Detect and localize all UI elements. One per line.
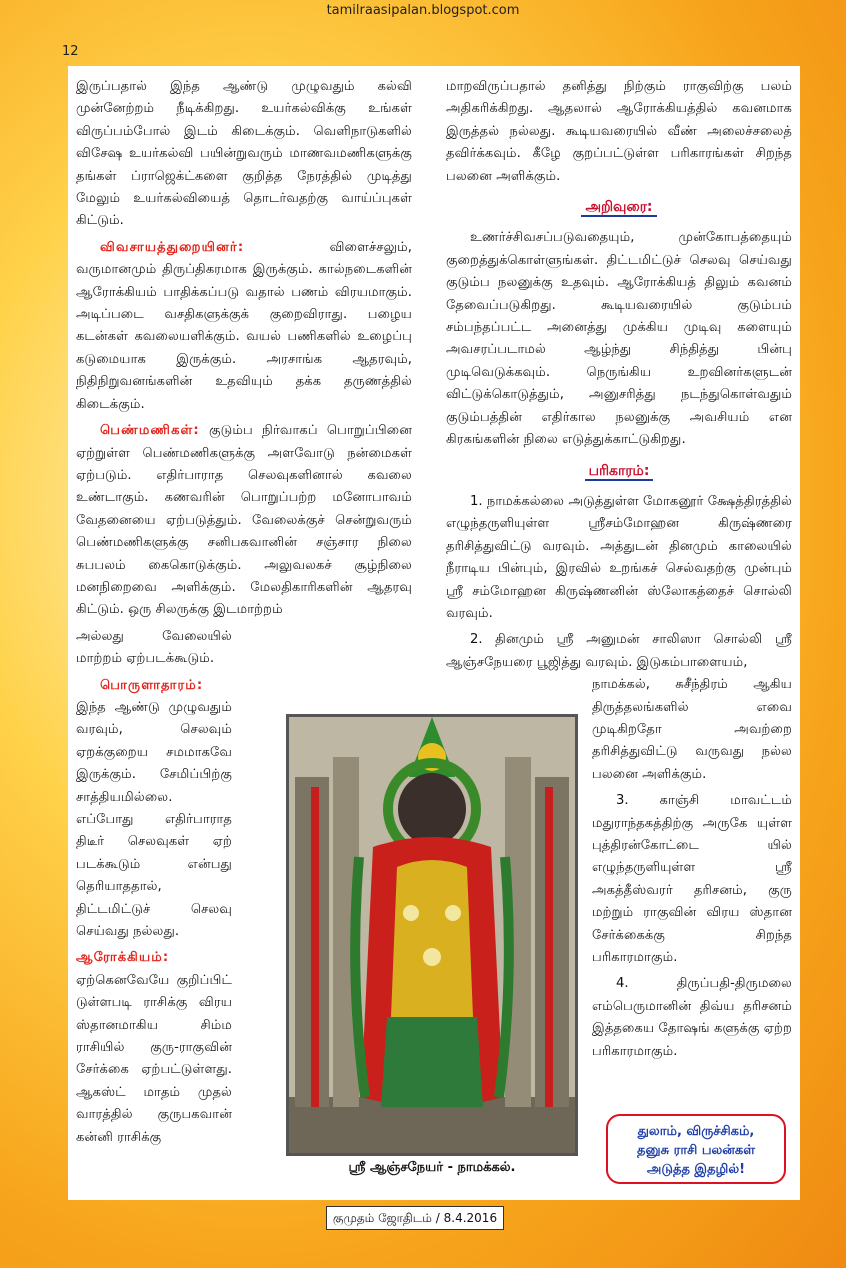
magazine-footer: குமுதம் ஜோதிடம் / 8.4.2016 <box>326 1206 504 1230</box>
finance-text: இந்த ஆண்டு முழுவதும் வரவும், செலவும் ஏறக்குறைய சமமாகவே இருக்கும். சேமிப்பிற்கு சாத்தியமில்லை. எப்போது எதிர்பாராத திடீர் செலவுகள் ஏற் படக்கூடும் என்பது தெரியாததால், திட்டமிட்டுச் செலவு செய்வது நல்லது. <box>76 699 232 940</box>
wrapped-left-text <box>76 626 232 1149</box>
remedy-2a: 2. தினமும் ஸ்ரீ அனுமன் சாலிஸா சொல்லி ஸ்ரீ ஆஞ்சநேயரை பூஜித்து வரவும். இடுகம்பாளையம், <box>446 632 792 670</box>
article-panel <box>68 66 800 1200</box>
next-issue-notice <box>606 1114 786 1184</box>
health-continuation: மாறவிருப்பதால் தனித்து நிற்கும் ராகுவிற்கு பலம் அதிகரிக்கிறது. ஆதலால் ஆரோக்கியத்தில் கவனமாக இருத்தல் நல்லது. கூடியவரையில் வீண் அலைச்சலைத் தவிர்க்கவும். கீழே குறப்பட்டுள்ள பரிகாரங்கள் சிறந்த பலனை அளிக்கும். <box>446 79 792 184</box>
remedy-heading: பரிகாரம்: <box>446 460 792 483</box>
site-url: tamilraasipalan.blogspot.com <box>326 3 520 18</box>
farmers-paragraph <box>76 237 412 416</box>
notice-line-2: தனுசு ராசி பலன்கள் <box>637 1143 755 1158</box>
wrapped-right-text <box>592 674 792 1063</box>
photo-caption: ஸ்ரீ ஆஞ்சநேயர் - நாமக்கல். <box>348 1160 516 1175</box>
temple-deity-illustration <box>289 717 575 1153</box>
health-paragraph <box>76 947 232 1149</box>
advice-heading: அறிவுரை: <box>446 196 792 219</box>
health-label: ஆரோக்கியம்: <box>76 950 170 966</box>
advice-paragraph: உணர்ச்சிவசப்படுவதையும், முன்கோபத்தையும் குறைத்துக்கொள்ளுங்கள். திட்டமிட்டுச் செலவு செய்வது குடும்ப நலனுக்கு உதவும். ஆரோக்கியத் திலும் கவனம் தேவைப்படுகிறது. கூடியவரையில் குடும்பம் சம்பந்தப்பட்ட அனைத்து முக்கிய முடிவு களையும் அவசரப்படாமல் ஆழ்ந்து சிந்தித்து பின்பு முடிவெடுக்கவும். நெருங்கிய உறவினர்களுடன் விட்டுக்கொடுத்தும், அனுசரித்து நடந்துகொள்வதும் குடும்பத்தின் எதிர்கால நலனுக்கு அவசியம் என கிரகங்களின் நிலை எடுத்துக்காட்டுகிறது. <box>446 230 792 448</box>
hanuman-photo <box>286 714 578 1156</box>
remedy-2b: நாமக்கல், சுசீந்திரம் ஆகிய திருத்தலங்களில் எவை முடிகிறதோ அவற்றை தரிசித்துவிட்டு வருவது நல்ல பலனை அளிக்கும். <box>592 677 792 782</box>
notice-line-3: அடுத்த இதழில்! <box>646 1162 746 1177</box>
remedy-4: 4. திருப்பதி-திருமலை எம்பெருமானின் திவ்ய தரிசனம் இத்தகைய தோஷங் களுக்கு ஏற்ற பரிகாரமாகும். <box>592 976 792 1059</box>
remedy-3: 3. காஞ்சி மாவட்டம் மதுராந்தகத்திற்கு அருகே யுள்ள புத்திரன்கோட்டை யில் எழுந்தருளியுள்ள ஸ்ரீ அகத்தீஸ்வரர் தரிசனம், குரு மற்றும் ராகுவின் விரய ஸ்தான சேர்க்கைக்கு சிறந்த பரிகாரமாகும். <box>592 793 792 966</box>
page-number: 12 <box>62 44 79 59</box>
farmers-label: விவசாயத்துறையினர்: <box>100 239 245 255</box>
notice-line-1: துலாம், விருச்சிகம், <box>637 1124 755 1139</box>
finance-label: பொருளாதாரம்: <box>100 677 204 693</box>
women-paragraph <box>76 420 412 622</box>
women-tail: அல்லது வேலையில் மாற்றம் ஏற்படக்கூடும். <box>76 628 232 667</box>
health-text: ஏற்கெனவேயே குறிப்பிட் டுள்ளபடி ராசிக்கு விரய ஸ்தானமாகிய சிம்ம ராசியில் குரு-ராகுவின் சேர்க்கை ஏற்பட்டுள்ளது. ஆகஸ்ட் மாதம் முதல் வாரத்தில் குருபகவான் கன்னி ராசிக்கு <box>76 972 232 1145</box>
women-text: குடும்ப நிர்வாகப் பொறுப்பினை ஏற்றுள்ள பெண்மணிகளுக்கு அளவோடு நன்மைகள் ஏற்படும். எதிர்பாராத செலவுகளினால் கவலை உண்டாகும். கணவரின் பொறுப்பற்ற மனோபாவம் வேதனையை ஏற்படுத்தும். வேலைக்குச் சென்றுவரும் பெண்மணிகளுக்கு சனிபகவானின் சஞ்சார நிலை சுபபலம் கைகொடுக்கும். அலுவலகச் சூழ்நிலை மனநிறைவை அளிக்கும். மேலதிகாரிகளின் ஆதரவு கிட்டும். ஒரு சிலருக்கு இடமாற்றம் <box>76 423 412 618</box>
remedy-1: 1. நாமக்கல்லை அடுத்துள்ள மோகனூர் க்ஷேத்திரத்தில் எழுந்தருளியுள்ள ஸ்ரீசம்மோஹன கிருஷ்ணரை தரிசித்துவிட்டு வரவும். அத்துடன் தினமும் காலையில் நீராடிய பின்பும், இரவில் உறங்கச் செல்வதற்கு முன்பும் ஸ்ரீ சம்மோஹன கிருஷ்ணனின் ஸ்லோகத்தைச் சொல்லி வரவும். <box>446 493 792 621</box>
farmers-text: விளைச்சலும், வருமானமும் திருப்திகரமாக இருக்கும். கால்நடைகளின் ஆரோக்கியம் பாதிக்கப்படு வதால் பணம் விரயமாகும். அடிப்படை வசதிகளுக்குக் குறைவிராது. பழைய கடன்கள் கவலையளிக்கும். வயல் பணிகளில் உழைப்பு கடுமையாக இருக்கும். அரசாங்க ஆதரவும், நிதிநிறுவனங்களின் உதவியும் தக்க தருணத்தில் கிடைக்கும். <box>76 239 412 412</box>
education-paragraph: இருப்பதால் இந்த ஆண்டு முழுவதும் கல்வி முன்னேற்றம் நீடிக்கிறது. உயர்கல்விக்கு உங்கள் விருப்பம்போல் இடம் கிடைக்கும். வெளிநாடுகளில் விசேஷ உயர்கல்வி பயின்றுவரும் மாணவமணிகளுக்கு தங்கள் ப்ராஜெக்ட்களை குறித்த நேரத்தில் முடித்து மேலும் உயர்கல்வியைத் தொடர்வதற்கு வாய்ப்புகள் கிட்டும். <box>76 79 412 229</box>
finance-paragraph <box>76 675 232 944</box>
women-label: பெண்மணிகள்: <box>100 423 200 439</box>
